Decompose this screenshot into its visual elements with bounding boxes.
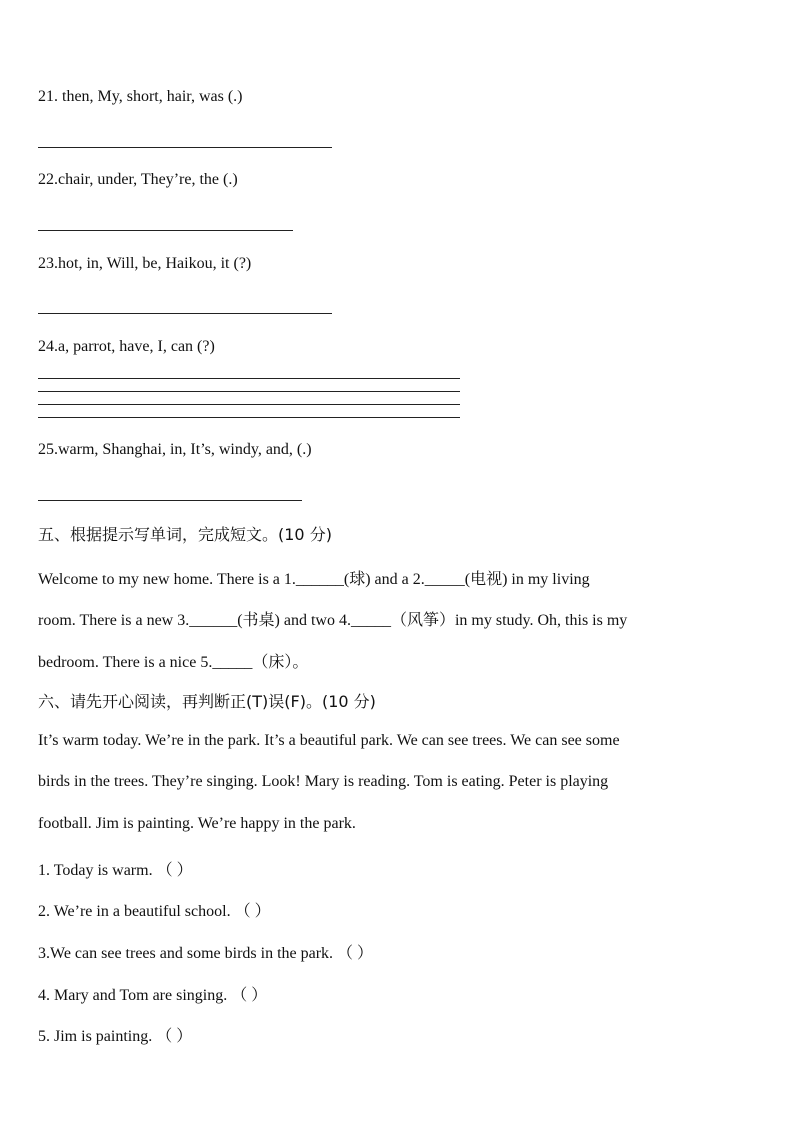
judge-question-2[interactable]: 2. We’re in a beautiful school. （ ） xyxy=(38,903,271,920)
question-23: 23.hot, in, Will, be, Haikou, it (?) xyxy=(38,255,252,272)
answer-line-24b[interactable] xyxy=(38,391,460,392)
answer-line-23[interactable] xyxy=(38,313,332,314)
section-5-line-1: Welcome to my new home. There is a 1.______(球) and a 2._____(电视) in my living xyxy=(38,571,590,588)
judge-question-4[interactable]: 4. Mary and Tom are singing. （ ） xyxy=(38,987,268,1004)
judge-question-5[interactable]: 5. Jim is painting. （ ） xyxy=(38,1028,193,1045)
judge-question-3[interactable]: 3.We can see trees and some birds in the park. （ ） xyxy=(38,945,374,962)
passage-line-2: birds in the trees. They’re singing. Look! Mary is reading. Tom is eating. Peter is playing xyxy=(38,773,609,790)
passage-line-3: football. Jim is painting. We’re happy in the park. xyxy=(38,815,356,832)
question-24: 24.a, parrot, have, I, can (?) xyxy=(38,338,215,355)
passage-line-1: It’s warm today. We’re in the park. It’s a beautiful park. We can see trees. We can see some xyxy=(38,732,620,749)
section-5-line-2: room. There is a new 3.______(书桌) and two 4._____（风筝）in my study. Oh, this is my xyxy=(38,612,628,629)
question-25: 25.warm, Shanghai, in, It’s, windy, and, (.) xyxy=(38,441,312,458)
answer-line-24a[interactable] xyxy=(38,378,460,379)
answer-line-25[interactable] xyxy=(38,500,302,501)
section-5-line-3: bedroom. There is a nice 5._____（床）。 xyxy=(38,654,309,671)
question-21: 21. then, My, short, hair, was (.) xyxy=(38,88,243,105)
section-5-heading: 五、根据提示写单词，完成短文。(10 分) xyxy=(38,525,332,544)
question-22: 22.chair, under, They’re, the (.) xyxy=(38,171,238,188)
answer-line-21[interactable] xyxy=(38,147,332,148)
answer-line-24c[interactable] xyxy=(38,404,460,405)
section-6-heading: 六、请先开心阅读，再判断正(T)误(F)。(10 分) xyxy=(38,692,376,711)
answer-line-22[interactable] xyxy=(38,230,293,231)
answer-line-24d[interactable] xyxy=(38,417,460,418)
judge-question-1[interactable]: 1. Today is warm. （ ） xyxy=(38,862,193,879)
